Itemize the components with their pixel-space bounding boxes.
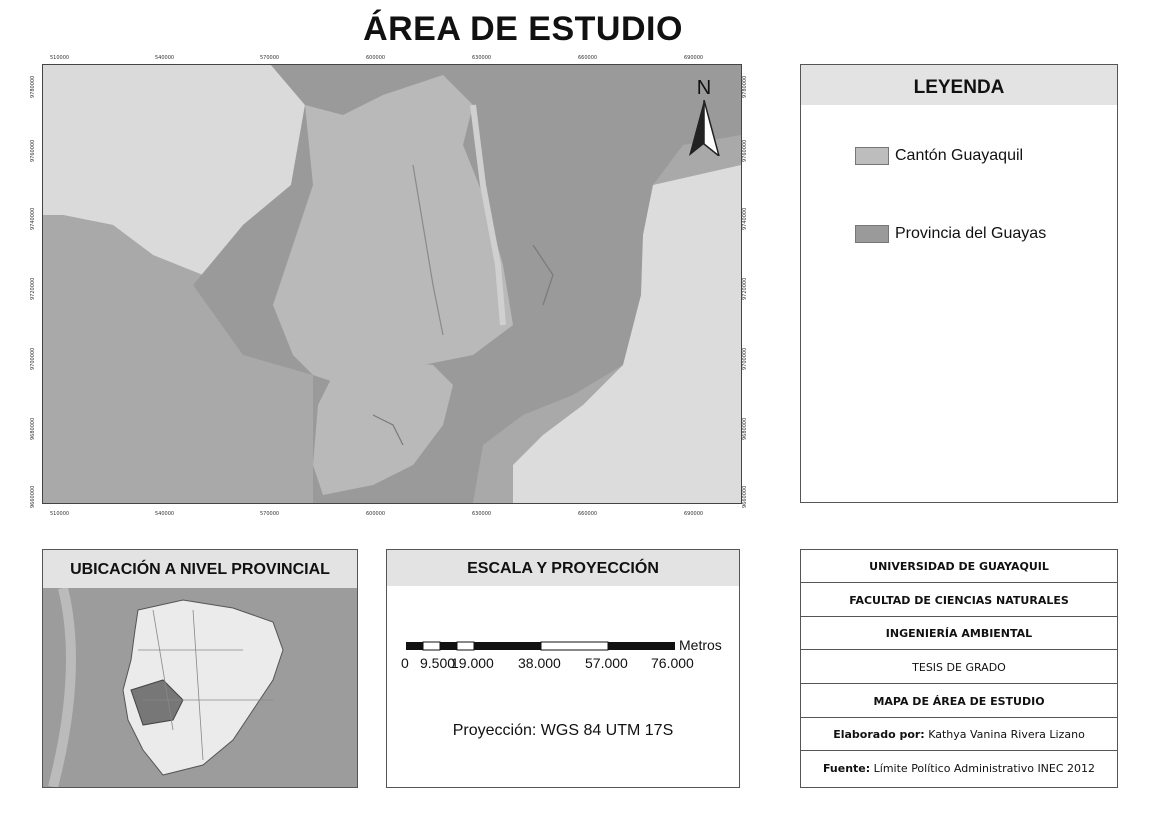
map-title: ÁREA DE ESTUDIO	[363, 10, 683, 48]
x-tick-top: 630000	[472, 55, 492, 61]
x-tick-bottom: 630000	[472, 511, 492, 517]
legend-label: Cantón Guayaquil	[895, 147, 1024, 164]
y-tick-right: 9660000	[742, 485, 748, 508]
y-tick-left: 9780000	[30, 75, 36, 98]
scale-unit: Metros	[679, 637, 722, 653]
legend-panel	[800, 64, 1118, 503]
y-tick-right: 9760000	[742, 139, 748, 162]
y-tick-left: 9740000	[30, 207, 36, 230]
y-tick-left: 9660000	[30, 485, 36, 508]
title-block	[800, 549, 1118, 788]
y-tick-left: 9760000	[30, 139, 36, 162]
y-tick-right: 9780000	[742, 75, 748, 98]
x-tick-top: 660000	[578, 55, 598, 61]
source-row	[801, 752, 1117, 785]
x-tick-bottom: 660000	[578, 511, 598, 517]
y-tick-right: 9720000	[742, 277, 748, 300]
location-title: UBICACIÓN A NIVEL PROVINCIAL	[43, 550, 357, 588]
scale-label: 19.000	[451, 655, 494, 671]
legend-item-provincia	[855, 225, 1046, 243]
university-name: UNIVERSIDAD DE GUAYAQUIL	[801, 550, 1117, 583]
legend-swatch	[855, 225, 889, 243]
north-arrow-icon	[687, 100, 721, 156]
projection-text: Proyección: WGS 84 UTM 17S	[452, 722, 674, 739]
source-label: Fuente:	[822, 762, 871, 775]
author-row	[801, 718, 1117, 751]
location-panel	[42, 549, 358, 788]
y-tick-left: 9680000	[30, 417, 36, 440]
map-canvas	[43, 65, 741, 503]
scale-label: 9.500	[420, 655, 456, 671]
author-label: Elaborado por:	[833, 728, 925, 741]
legend-title: LEYENDA	[801, 65, 1117, 105]
source-text: Límite Político Administrativo INEC 2012	[873, 762, 1096, 775]
y-tick-right: 9680000	[742, 417, 748, 440]
x-tick-bottom: 570000	[260, 511, 280, 517]
career-name: INGENIERÍA AMBIENTAL	[801, 617, 1117, 650]
y-tick-left: 9700000	[30, 347, 36, 370]
x-tick-top: 540000	[155, 55, 175, 61]
north-arrow	[687, 77, 721, 157]
legend-item-canton	[855, 147, 1023, 165]
x-tick-bottom: 600000	[366, 511, 386, 517]
x-tick-bottom: 540000	[155, 511, 175, 517]
scale-title: ESCALA Y PROYECCIÓN	[387, 550, 739, 586]
x-tick-bottom: 510000	[50, 511, 70, 517]
north-label: N	[696, 77, 712, 99]
thesis-label: TESIS DE GRADO	[801, 651, 1117, 684]
y-tick-right: 9740000	[742, 207, 748, 230]
author-name: Kathya Vanina Rivera Lizano	[928, 728, 1085, 741]
legend-swatch	[855, 147, 889, 165]
x-tick-top: 510000	[50, 55, 70, 61]
scale-label: 76.000	[651, 655, 694, 671]
scale-label: 57.000	[585, 655, 628, 671]
x-tick-bottom: 690000	[684, 511, 704, 517]
y-tick-right: 9700000	[742, 347, 748, 370]
x-tick-top: 570000	[260, 55, 280, 61]
x-tick-top: 690000	[684, 55, 704, 61]
main-map[interactable]	[42, 64, 742, 504]
x-tick-top: 600000	[366, 55, 386, 61]
scale-label: 0	[401, 655, 409, 671]
faculty-name: FACULTAD DE CIENCIAS NATURALES	[801, 584, 1117, 617]
map-name: MAPA DE ÁREA DE ESTUDIO	[801, 685, 1117, 718]
legend-label: Provincia del Guayas	[895, 225, 1047, 242]
scale-panel	[386, 549, 740, 788]
scale-label: 38.000	[518, 655, 561, 671]
y-tick-left: 9720000	[30, 277, 36, 300]
